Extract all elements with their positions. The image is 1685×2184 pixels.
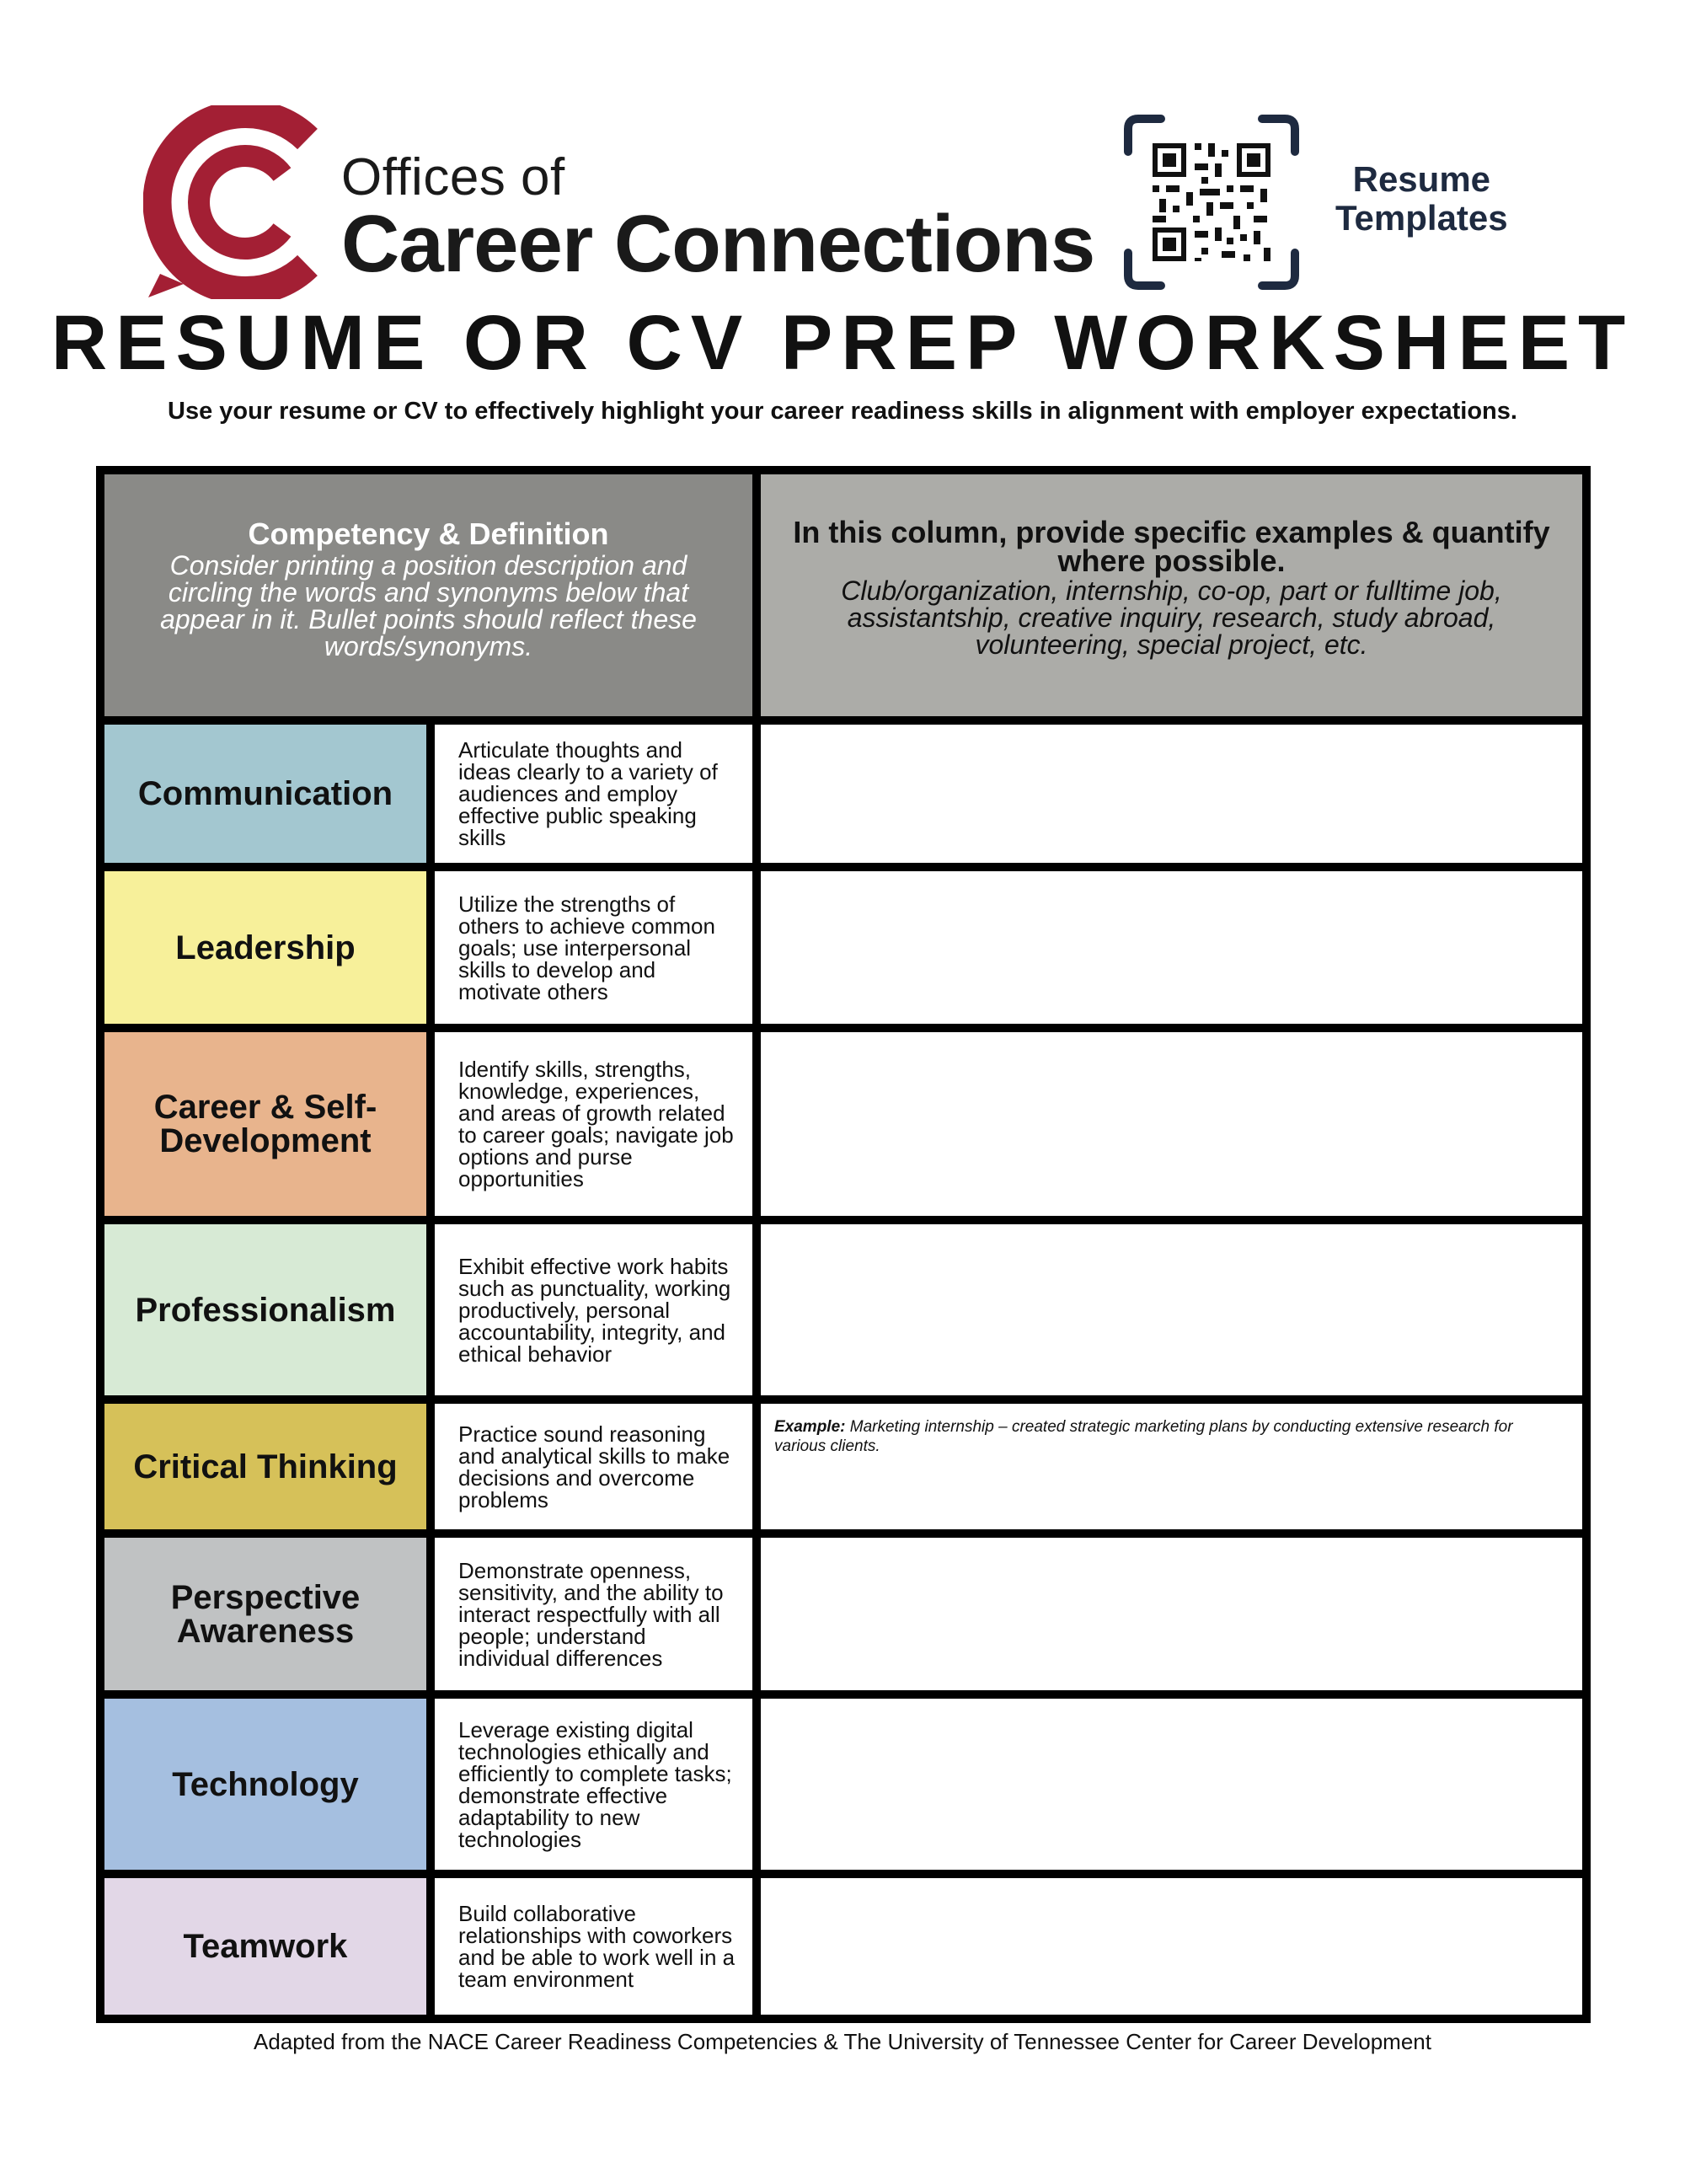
definition-text: Demonstrate openness, sensitivity, and the ability to interact respectfully with all people; understand individual differences <box>458 1557 724 1671</box>
competency-definition <box>435 1538 752 1690</box>
competency-name: Teamwork <box>104 1878 426 2015</box>
competency-definition <box>435 1032 752 1216</box>
definition-text: Leverage existing digital technologies ethically and efficiently to complete tasks; demonstrate effective adaptability to new technologies <box>458 1716 732 1852</box>
competency-name: Perspective Awareness <box>104 1538 426 1690</box>
competency-name: Critical Thinking <box>104 1404 426 1529</box>
example-input-area[interactable] <box>761 1032 1582 1216</box>
competency-definition <box>435 1699 752 1870</box>
definition-text: Identify skills, strengths, knowledge, experiences, and areas of growth related to career goals; navigate job options and purse opportunities <box>458 1057 734 1191</box>
competency-name: Technology <box>104 1699 426 1870</box>
page-footer-attribution: Adapted from the NACE Career Readiness Competencies & The University of Tennessee Center for Career Development <box>254 2029 1431 2054</box>
header-competency-definition <box>104 474 752 716</box>
example-text <box>774 1417 1569 1456</box>
header-right-title: In this column, provide specific examples & quantify where possible. <box>793 515 1550 578</box>
competency-name: Communication <box>104 725 426 863</box>
competency-definition <box>435 871 752 1024</box>
qr-caption <box>1335 160 1508 238</box>
header-examples <box>761 474 1582 716</box>
resume-templates-qr-code-icon[interactable] <box>1123 114 1300 291</box>
qr-caption-line2: Templates <box>1335 198 1508 238</box>
logo-line1: Offices of <box>341 148 565 206</box>
header-right-instructions: Club/organization, internship, co-op, part or fulltime job, assistantship, creative inquiry, research, study abroad, volunteering, special project, etc. <box>841 575 1502 660</box>
header-left-instructions: Consider printing a position description and circling the words and synonyms below that appear in it. Bullet points should reflect these words/synonyms. <box>160 550 697 661</box>
page-title: RESUME OR CV PREP WORKSHEET <box>51 300 1634 386</box>
logo-line2: Career Connections <box>341 199 1095 289</box>
example-input-area[interactable] <box>761 1224 1582 1395</box>
example-input-area[interactable] <box>761 725 1582 863</box>
competency-definition <box>435 1878 752 2015</box>
definition-text: Articulate thoughts and ideas clearly to a variety of audiences and employ effective public speaking skills <box>458 737 718 850</box>
competency-definition <box>435 1404 752 1529</box>
competency-definition <box>435 1224 752 1395</box>
worksheet-table <box>96 466 1591 2023</box>
example-input-area[interactable] <box>761 1878 1582 2015</box>
definition-text: Utilize the strengths of others to achieve common goals; use interpersonal skills to develop and motivate others <box>458 891 715 1004</box>
qr-caption-line1: Resume <box>1352 159 1491 199</box>
career-connections-logo-mark-icon <box>143 105 337 299</box>
example-input-area[interactable] <box>761 1404 1582 1529</box>
competency-name: Leadership <box>104 871 426 1024</box>
competency-name: Professionalism <box>104 1224 426 1395</box>
competency-definition <box>435 725 752 863</box>
header-left-title: Competency & Definition <box>248 517 609 551</box>
career-connections-logo <box>143 105 1095 299</box>
example-label: Example: <box>774 1418 846 1436</box>
definition-text: Build collaborative relationships with coworkers and be able to work well in a team environment <box>458 1901 736 1992</box>
definition-text: Practice sound reasoning and analytical skills to make decisions and overcome problems <box>458 1421 730 1512</box>
page-subtitle: Use your resume or CV to effectively highlight your career readiness skills in alignment with employer expectations. <box>168 398 1517 425</box>
example-input-area[interactable] <box>761 1538 1582 1690</box>
competency-name: Career & Self-Development <box>104 1032 426 1216</box>
example-body: Marketing internship – created strategic marketing plans by conducting extensive research for various clients. <box>774 1418 1513 1455</box>
example-input-area[interactable] <box>761 871 1582 1024</box>
definition-text: Exhibit effective work habits such as punctuality, working productively, personal accountability, integrity, and ethical behavior <box>458 1253 731 1367</box>
example-input-area[interactable] <box>761 1699 1582 1870</box>
